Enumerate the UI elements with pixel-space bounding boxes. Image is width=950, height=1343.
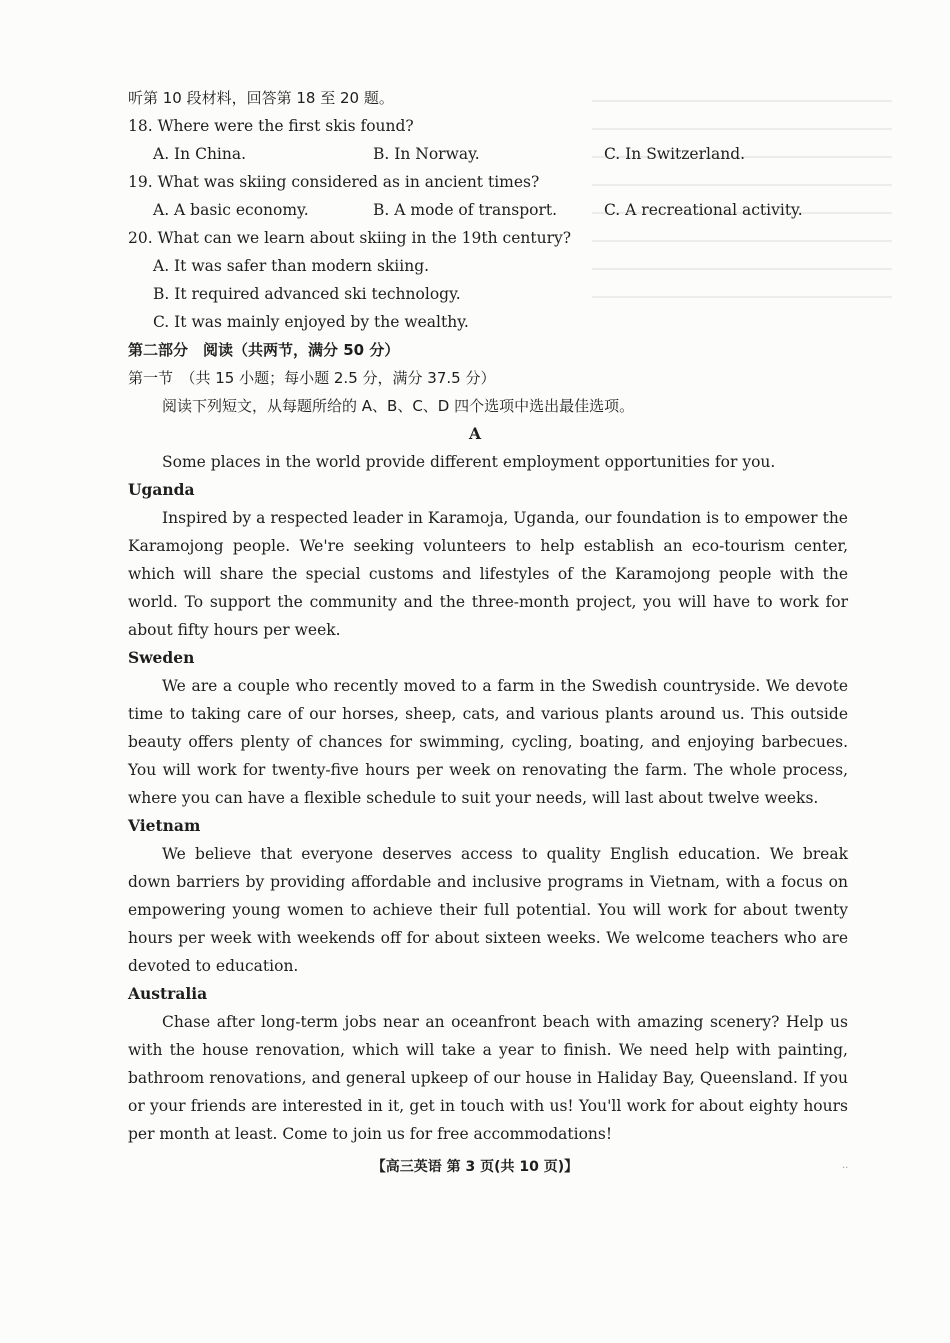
section-intro: 听第 10 段材料，回答第 18 至 20 题。 — [128, 89, 394, 107]
footer-dots: .. — [842, 1160, 849, 1171]
heading-uganda: Uganda — [128, 480, 195, 499]
paragraph-sweden: We are a couple who recently moved to a farm in the Swedish countryside. We devote time to taking care of our horses, sheep, cats, and various plants around us. This outside beauty offers plenty of chances for swimming, cycling, boating, and enjoying barbecues. You will work for twenty-five hours per week on renovating the farm. The whole process, where you can have a flexible schedule to suit your needs, will last about twelve weeks. — [128, 677, 848, 807]
q18-option-b: B. In Norway. — [373, 145, 480, 163]
heading-australia: Australia — [128, 984, 208, 1003]
part2-title: 第二部分 阅读（共两节，满分 50 分） — [128, 341, 400, 359]
q19-option-c: C. A recreational activity. — [604, 201, 803, 219]
page-footer: 【高三英语 第 3 页(共 10 页)】 — [371, 1159, 579, 1175]
q20-option-b: B. It required advanced ski technology. — [153, 285, 461, 303]
paragraph-uganda: Inspired by a respected leader in Karamoja, Uganda, our foundation is to empower the Karamojong people. We're seeking volunteers to help establish an eco-tourism center, which will share the special customs and lifestyles of the Karamojong people with the world. To support the community and the three-month project, you will have to work for about fifty hours per week. — [128, 509, 848, 639]
q19-option-a: A. A basic economy. — [153, 201, 309, 219]
bleed-through — [592, 296, 892, 298]
q20-option-c: C. It was mainly enjoyed by the wealthy. — [153, 313, 469, 331]
passage-label: A — [468, 424, 482, 443]
q18-option-c: C. In Switzerland. — [604, 145, 746, 163]
bleed-through — [592, 128, 892, 130]
section1-title: 第一节 （共 15 小题；每小题 2.5 分，满分 37.5 分） — [128, 369, 496, 387]
q19-option-b: B. A mode of transport. — [373, 201, 558, 219]
paragraph-australia: Chase after long-term jobs near an oceanfront beach with amazing scenery? Help us with the house renovation, which will take a year to finish. We need help with painting, bathroom renovations, and general upkeep of our house in Haliday Bay, Queensland. If you or your friends are interested in it, get in touch with us! You'll work for about eighty hours per month at least. Come to join us for free accommodations! — [128, 1013, 848, 1143]
question-18: 18. Where were the first skis found? — [128, 117, 414, 135]
question-20: 20. What can we learn about skiing in the 19th century? — [128, 229, 572, 247]
question-19: 19. What was skiing considered as in ancient times? — [128, 173, 540, 191]
heading-vietnam: Vietnam — [128, 816, 201, 835]
instruction: 阅读下列短文，从每题所给的 A、B、C、D 四个选项中选出最佳选项。 — [162, 397, 635, 415]
bleed-through — [592, 100, 892, 102]
bleed-through — [592, 268, 892, 270]
heading-sweden: Sweden — [128, 648, 195, 667]
q20-option-a: A. It was safer than modern skiing. — [153, 257, 430, 275]
bleed-through — [592, 184, 892, 186]
q18-option-a: A. In China. — [153, 145, 247, 163]
passage-intro: Some places in the world provide different employment opportunities for you. — [162, 453, 776, 471]
bleed-through — [592, 240, 892, 242]
paragraph-vietnam: We believe that everyone deserves access to quality English education. We break down barriers by providing affordable and inclusive programs in Vietnam, with a focus on empowering young women to achieve their full potential. You will work for about twenty hours per week with weekends off for about sixteen weeks. We welcome teachers who are devoted to education. — [128, 845, 848, 975]
